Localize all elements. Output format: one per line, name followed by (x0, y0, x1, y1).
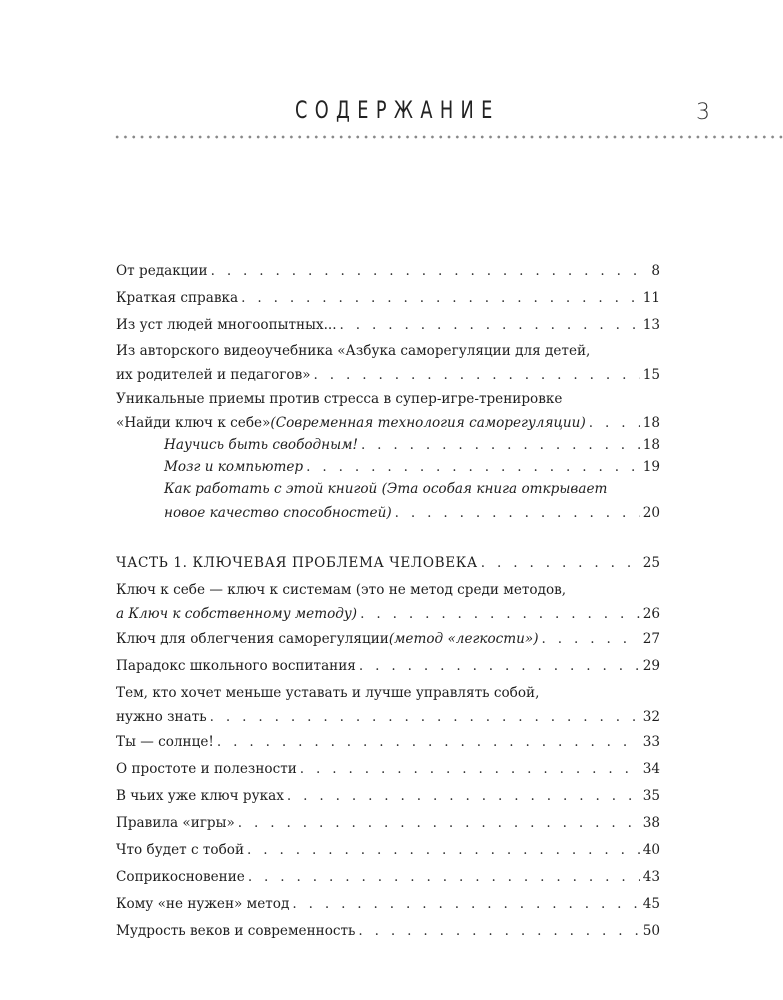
dot-leader (287, 785, 640, 809)
toc-subentry[interactable] (164, 434, 660, 458)
dot-leader (211, 260, 649, 284)
toc-entry-page: 20 (642, 504, 660, 521)
toc-entry-page: 13 (642, 317, 660, 333)
dot-leader (306, 456, 640, 480)
toc-entry-page: 45 (642, 896, 660, 912)
dot-leader (217, 731, 640, 755)
toc-entry-title: От редакции (116, 263, 208, 279)
toc-entry-title: новое качество способностей) (164, 504, 392, 521)
dot-leader (241, 287, 640, 311)
toc-entry[interactable] (116, 866, 660, 890)
toc-entry[interactable] (116, 785, 660, 809)
dot-leader (247, 839, 640, 863)
toc-entry-title-line1: Ключ к себе — ключ к системам (это не метод среди методов, (116, 582, 567, 598)
toc-entry[interactable] (116, 287, 660, 311)
toc-entry-title: нужно знать (116, 708, 207, 725)
toc-entry-subtitle: а Ключ к собственному методу) (116, 605, 358, 622)
dot-leader (300, 758, 640, 782)
dot-leader (360, 603, 640, 627)
toc-entry[interactable] (116, 388, 660, 435)
toc-entry-page: 11 (642, 290, 660, 306)
toc-entry-subtitle: (метод «легкости») (388, 631, 539, 647)
toc-entry-page: 8 (651, 263, 660, 279)
toc-entry[interactable] (116, 655, 660, 679)
dot-leader (542, 628, 640, 652)
toc-entry[interactable] (116, 893, 660, 917)
toc-entry[interactable] (116, 314, 660, 338)
toc-entry-page: 29 (642, 658, 660, 674)
dot-leader (210, 706, 640, 730)
toc-entry-title: Что будет с тобой (116, 842, 245, 858)
toc-entry[interactable] (116, 731, 660, 755)
toc-entry-title-line1: Из авторского видеоучебника «Азбука саморегуляции для детей, (116, 343, 591, 359)
toc-entry-title: Мудрость веков и современность (116, 923, 356, 939)
dot-leader (589, 412, 640, 436)
dot-leader (340, 314, 640, 338)
toc-entry-page: 38 (642, 815, 660, 831)
toc-entry[interactable] (116, 839, 660, 863)
toc-subentry[interactable] (164, 478, 660, 525)
toc-subentry[interactable] (164, 456, 660, 480)
page-number: 3 (696, 100, 710, 125)
toc-entry-title: Из уст людей многоопытных... (116, 317, 337, 333)
toc-entry-title-line1: Уникальные приемы против стресса в супер-игре-тренировке (116, 391, 563, 407)
toc-entry-page: 19 (642, 459, 660, 475)
toc-entry-page: 50 (642, 923, 660, 939)
toc-entry-page: 35 (642, 788, 660, 804)
toc-entry-page: 33 (642, 734, 660, 750)
page-title: СОДЕРЖАНИЕ (295, 96, 500, 124)
toc-entry[interactable] (116, 340, 660, 387)
toc-entry-page: 25 (642, 555, 660, 571)
dot-leader (358, 920, 639, 944)
toc-entry-title: их родителей и педагогов» (116, 366, 311, 383)
toc-entry[interactable] (116, 579, 660, 626)
toc-entry-title: Мозг и компьютер (164, 459, 304, 475)
toc-entry-title: Ты — солнце! (116, 734, 214, 750)
toc-entry[interactable] (116, 682, 660, 729)
toc-entry-title: Кому «не нужен» метод (116, 896, 290, 912)
toc-entry-title-line1: Как работать с этой книгой (Эта особая книга открывает (164, 481, 608, 497)
dot-leader (361, 434, 640, 458)
dot-leader (238, 812, 640, 836)
toc-part-heading[interactable] (116, 552, 660, 576)
toc-entry-title: В чьих уже ключ руках (116, 788, 284, 804)
dotted-divider (113, 134, 783, 140)
toc-entry-title: Краткая справка (116, 290, 239, 306)
dot-leader (292, 893, 639, 917)
toc-entry-title: Правила «игры» (116, 815, 235, 831)
toc-entry-page: 43 (642, 869, 660, 885)
toc-entry-page: 32 (642, 708, 660, 725)
toc-entry[interactable] (116, 920, 660, 944)
dot-leader (248, 866, 640, 890)
toc-entry-page: 27 (642, 631, 660, 647)
toc-entry-title-line1: Тем, кто хочет меньше уставать и лучше управлять собой, (116, 685, 540, 701)
dot-leader (314, 364, 640, 388)
toc-entry-title: «Найди ключ к себе» (116, 414, 271, 431)
toc-entry[interactable] (116, 628, 660, 652)
toc-entry-title: Научись быть свободным! (164, 437, 358, 453)
toc-entry[interactable] (116, 812, 660, 836)
toc-entry-page: 40 (642, 842, 660, 858)
toc-entry[interactable] (116, 260, 660, 284)
toc-entry[interactable] (116, 758, 660, 782)
dot-leader (359, 655, 640, 679)
toc-entry-subtitle: (Современная технология саморегуляции) (270, 414, 586, 431)
toc-entry-page: 18 (642, 414, 660, 431)
toc-entry-page: 18 (642, 437, 660, 453)
toc-entry-page: 26 (642, 605, 660, 622)
toc-entry-title: Ключ для облегчения саморегуляции (116, 631, 389, 647)
toc-entry-title: О простоте и полезности (116, 761, 297, 777)
toc-entry-title: Парадокс школьного воспитания (116, 658, 356, 674)
toc-entry-page: 34 (642, 761, 660, 777)
toc-part-title: ЧАСТЬ 1. КЛЮЧЕВАЯ ПРОБЛЕМА ЧЕЛОВЕКА (116, 555, 478, 571)
toc-entry-page: 15 (642, 366, 660, 383)
dot-leader (395, 502, 640, 526)
toc-entry-title: Соприкосновение (116, 869, 245, 885)
dot-leader (481, 552, 640, 576)
